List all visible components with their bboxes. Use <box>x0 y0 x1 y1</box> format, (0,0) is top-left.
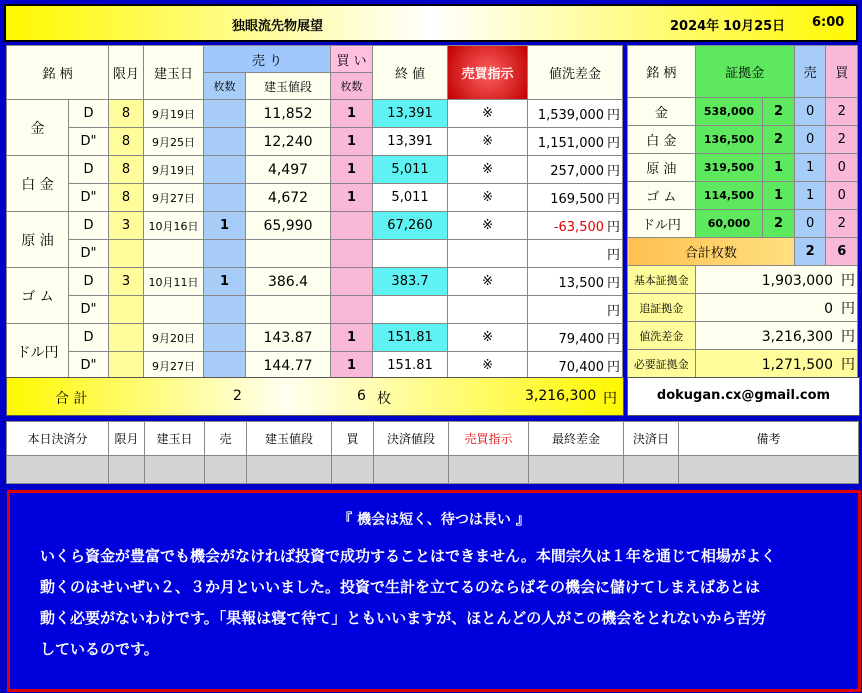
header-buy-count: 枚数 <box>331 73 373 100</box>
summary-body <box>628 266 858 378</box>
row-diff-value: 70,400 <box>558 360 605 375</box>
row-price: 12,240 <box>246 128 331 156</box>
summary-value: 1,271,500 <box>761 356 833 373</box>
header-brand: 銘 柄 <box>7 46 109 100</box>
margin-brand: ゴ ム <box>628 182 696 210</box>
row-month <box>109 296 144 324</box>
settlement-cell[interactable] <box>449 456 529 484</box>
margin-sell: 0 <box>794 210 826 238</box>
margin-table <box>627 45 858 378</box>
row-date: 9月19日 <box>144 156 204 184</box>
margin-header-brand: 銘 柄 <box>628 46 696 98</box>
row-price: 386.4 <box>246 268 331 296</box>
time-label: 6:00 <box>812 15 845 30</box>
row-price: 4,672 <box>246 184 331 212</box>
row-diff-value: 13,500 <box>558 276 605 291</box>
row-diff-yen: 円 <box>607 360 621 375</box>
row-instruction <box>448 296 528 324</box>
margin-qty: 2 <box>763 126 795 154</box>
settlement-cell[interactable] <box>332 456 374 484</box>
row-price: 4,497 <box>246 156 331 184</box>
row-date: 9月25日 <box>144 128 204 156</box>
settlement-col: 売 <box>205 422 247 456</box>
margin-header-buy: 買 <box>826 46 858 98</box>
row-month <box>109 324 144 352</box>
position-row <box>7 352 623 380</box>
margin-amount: 319,500 <box>695 154 763 182</box>
margin-row <box>628 182 858 210</box>
row-instruction: ※ <box>448 156 528 184</box>
row-type: D" <box>69 352 109 380</box>
row-diff <box>528 128 623 156</box>
margin-buy: 0 <box>826 182 858 210</box>
row-diff-value: 169,500 <box>550 192 605 207</box>
margin-buy: 2 <box>826 210 858 238</box>
header-open-date: 建玉日 <box>144 46 204 100</box>
settlement-cell[interactable] <box>247 456 332 484</box>
row-diff-yen: 円 <box>607 108 621 123</box>
settlement-cell[interactable] <box>205 456 247 484</box>
total-bar <box>6 377 624 416</box>
row-type: D <box>69 324 109 352</box>
row-diff-value: 1,539,000 <box>537 108 605 123</box>
settlement-row <box>7 456 859 484</box>
settlement-col: 最終差金 <box>529 422 624 456</box>
total-unit: 枚 <box>377 391 391 407</box>
row-buy: 1 <box>331 156 373 184</box>
margin-amount: 538,000 <box>695 98 763 126</box>
summary-row <box>628 322 858 350</box>
row-diff <box>528 100 623 128</box>
summary-yen: 円 <box>841 328 855 345</box>
margin-row <box>628 154 858 182</box>
row-close: 151.81 <box>373 324 448 352</box>
margin-header-sell: 売 <box>794 46 826 98</box>
row-sell <box>204 128 246 156</box>
row-sell: 1 <box>204 212 246 240</box>
page-title: 独眼流先物展望 <box>232 19 324 34</box>
margin-amount: 136,500 <box>695 126 763 154</box>
quote-title: 『 機会は短く、待つは長い 』 <box>338 512 530 528</box>
total-sell: 2 <box>233 388 242 404</box>
row-close: 67,260 <box>373 212 448 240</box>
summary-label: 追証拠金 <box>628 294 696 322</box>
row-month: 8 <box>109 128 144 156</box>
summary-value-cell <box>695 350 857 378</box>
row-date: 9月27日 <box>144 184 204 212</box>
total-amount: 3,216,300 <box>525 388 597 404</box>
row-buy: 1 <box>331 184 373 212</box>
row-brand: ドル円 <box>7 324 69 380</box>
row-type: D <box>69 100 109 128</box>
row-instruction: ※ <box>448 128 528 156</box>
row-brand: 白 金 <box>7 156 69 212</box>
settlement-col: 決済値段 <box>374 422 449 456</box>
margin-sell: 0 <box>794 98 826 126</box>
summary-value: 1,903,000 <box>761 272 833 289</box>
row-price <box>246 240 331 268</box>
row-buy: 1 <box>331 324 373 352</box>
contact-email[interactable]: dokugan.cx@gmail.com <box>627 377 860 416</box>
position-row <box>7 100 623 128</box>
row-instruction: ※ <box>448 100 528 128</box>
header-close: 終 値 <box>373 46 448 100</box>
count-label: 合計枚数 <box>628 238 795 266</box>
margin-header-margin: 証拠金 <box>695 46 794 98</box>
row-diff <box>528 296 623 324</box>
margin-buy: 2 <box>826 126 858 154</box>
row-close: 5,011 <box>373 156 448 184</box>
margin-buy: 2 <box>826 98 858 126</box>
row-type: D <box>69 156 109 184</box>
row-instruction: ※ <box>448 268 528 296</box>
margin-brand: 金 <box>628 98 696 126</box>
row-diff-value: 257,000 <box>550 164 605 179</box>
row-sell <box>204 240 246 268</box>
settlement-cell[interactable] <box>679 456 859 484</box>
row-type: D" <box>69 184 109 212</box>
row-instruction: ※ <box>448 324 528 352</box>
quote-box <box>7 490 861 692</box>
settlement-col: 売買指示 <box>449 422 529 456</box>
margin-sell: 0 <box>794 126 826 154</box>
row-date: 9月20日 <box>144 324 204 352</box>
margin-brand: ドル円 <box>628 210 696 238</box>
summary-yen: 円 <box>841 272 855 289</box>
position-row <box>7 156 623 184</box>
row-diff <box>528 184 623 212</box>
row-date: 10月11日 <box>144 268 204 296</box>
summary-label: 値洗差金 <box>628 322 696 350</box>
row-price: 11,852 <box>246 100 331 128</box>
title-bar <box>4 4 858 42</box>
row-buy <box>331 268 373 296</box>
settlement-cell[interactable] <box>7 456 109 484</box>
total-buy: 6 <box>357 388 366 404</box>
margin-qty: 2 <box>763 210 795 238</box>
margin-amount: 114,500 <box>695 182 763 210</box>
row-diff-yen: 円 <box>607 164 621 179</box>
row-diff <box>528 240 623 268</box>
settlement-cell[interactable] <box>624 456 679 484</box>
header-month: 限月 <box>109 46 144 100</box>
count-buy: 6 <box>826 238 858 266</box>
summary-value-cell <box>695 294 857 322</box>
row-brand: 金 <box>7 100 69 156</box>
row-close: 5,011 <box>373 184 448 212</box>
row-diff-value: -63,500 <box>553 220 605 235</box>
row-month <box>109 352 144 380</box>
settlement-cell[interactable] <box>374 456 449 484</box>
row-sell <box>204 324 246 352</box>
row-month: 8 <box>109 184 144 212</box>
row-diff-yen: 円 <box>607 304 621 319</box>
row-diff-value: 79,400 <box>558 332 605 347</box>
margin-brand: 白 金 <box>628 126 696 154</box>
row-date <box>144 296 204 324</box>
row-buy: 1 <box>331 128 373 156</box>
margin-row <box>628 98 858 126</box>
row-type: D" <box>69 128 109 156</box>
row-price: 143.87 <box>246 324 331 352</box>
row-instruction: ※ <box>448 212 528 240</box>
row-brand: ゴ ム <box>7 268 69 324</box>
row-sell <box>204 352 246 380</box>
row-price: 65,990 <box>246 212 331 240</box>
row-date: 9月19日 <box>144 100 204 128</box>
summary-label: 基本証拠金 <box>628 266 696 294</box>
position-row <box>7 268 623 296</box>
settlement-col: 建玉日 <box>145 422 205 456</box>
row-buy <box>331 212 373 240</box>
row-diff-yen: 円 <box>607 220 621 235</box>
row-month: 3 <box>109 268 144 296</box>
position-row <box>7 184 623 212</box>
margin-qty: 2 <box>763 98 795 126</box>
row-sell <box>204 296 246 324</box>
row-date: 9月27日 <box>144 352 204 380</box>
summary-value: 0 <box>824 300 833 317</box>
position-row <box>7 240 623 268</box>
margin-sell: 1 <box>794 154 826 182</box>
row-diff <box>528 156 623 184</box>
row-buy: 1 <box>331 100 373 128</box>
settlement-cell[interactable] <box>109 456 145 484</box>
header-instruction: 売買指示 <box>448 46 528 100</box>
position-row <box>7 128 623 156</box>
margin-qty: 1 <box>763 154 795 182</box>
row-close: 13,391 <box>373 128 448 156</box>
summary-value: 3,216,300 <box>761 328 833 345</box>
row-type: D <box>69 212 109 240</box>
summary-yen: 円 <box>841 356 855 373</box>
summary-yen: 円 <box>841 300 855 317</box>
row-price: 144.77 <box>246 352 331 380</box>
positions-body <box>7 100 623 380</box>
margin-qty: 1 <box>763 182 795 210</box>
margin-amount: 60,000 <box>695 210 763 238</box>
row-diff <box>528 268 623 296</box>
header-price: 建玉値段 <box>246 73 331 100</box>
row-sell <box>204 100 246 128</box>
settlement-col: 限月 <box>109 422 145 456</box>
row-diff-yen: 円 <box>607 192 621 207</box>
row-month: 8 <box>109 100 144 128</box>
row-type: D" <box>69 240 109 268</box>
settlement-col: 買 <box>332 422 374 456</box>
margin-brand: 原 油 <box>628 154 696 182</box>
row-diff <box>528 212 623 240</box>
row-diff-yen: 円 <box>607 276 621 291</box>
summary-row <box>628 294 858 322</box>
row-close: 13,391 <box>373 100 448 128</box>
settlement-col: 決済日 <box>624 422 679 456</box>
margin-buy: 0 <box>826 154 858 182</box>
row-diff <box>528 352 623 380</box>
count-sell: 2 <box>794 238 826 266</box>
row-brand: 原 油 <box>7 212 69 268</box>
position-row <box>7 212 623 240</box>
row-type: D" <box>69 296 109 324</box>
date-label: 10月25日 <box>723 19 786 34</box>
margin-row <box>628 126 858 154</box>
settlement-header <box>7 422 859 456</box>
row-diff-value: 1,151,000 <box>537 136 605 151</box>
row-instruction: ※ <box>448 352 528 380</box>
margin-sell: 1 <box>794 182 826 210</box>
year-label: 2024年 <box>670 19 720 34</box>
header-sell-count: 枚数 <box>204 73 246 100</box>
row-sell <box>204 184 246 212</box>
summary-row <box>628 350 858 378</box>
positions-table <box>6 45 623 380</box>
settlement-cell[interactable] <box>529 456 624 484</box>
settlement-col: 備考 <box>679 422 859 456</box>
settlement-table <box>6 421 859 484</box>
header-diff: 値洗差金 <box>528 46 623 100</box>
row-diff-yen: 円 <box>607 136 621 151</box>
row-date <box>144 240 204 268</box>
row-price <box>246 296 331 324</box>
summary-value-cell <box>695 322 857 350</box>
row-buy: 1 <box>331 352 373 380</box>
row-month: 3 <box>109 212 144 240</box>
settlement-cell[interactable] <box>145 456 205 484</box>
settlement-col: 建玉値段 <box>247 422 332 456</box>
row-instruction <box>448 240 528 268</box>
margin-row <box>628 210 858 238</box>
row-close: 383.7 <box>373 268 448 296</box>
row-diff <box>528 324 623 352</box>
row-sell: 1 <box>204 268 246 296</box>
row-buy <box>331 240 373 268</box>
row-instruction: ※ <box>448 184 528 212</box>
row-diff-yen: 円 <box>607 248 621 263</box>
position-row <box>7 324 623 352</box>
total-yen: 円 <box>603 391 617 407</box>
total-label: 合 計 <box>55 391 88 407</box>
summary-label: 必要証拠金 <box>628 350 696 378</box>
row-month: 8 <box>109 156 144 184</box>
summary-value-cell <box>695 266 857 294</box>
row-date: 10月16日 <box>144 212 204 240</box>
row-type: D <box>69 268 109 296</box>
quote-body: いくら資金が豊富でも機会がなければ投資で成功することはできません。本間宗久は１年を通じて相場がよく 動くのはせいぜい２、３か月といいました。投資で生計を立てるのならばその機会に儲けてしまえばあとは 動く必要がないわけです。「果報は寝て待て」ともいいますが、ほとんどの人がこの機会をとれないから苦労 しているのです。 <box>40 547 776 658</box>
row-close <box>373 240 448 268</box>
row-buy <box>331 296 373 324</box>
position-row <box>7 296 623 324</box>
summary-row <box>628 266 858 294</box>
header-sell: 売 り <box>204 46 331 73</box>
row-month <box>109 240 144 268</box>
margin-body <box>628 98 858 238</box>
settlement-col: 本日決済分 <box>7 422 109 456</box>
row-close <box>373 296 448 324</box>
header-buy: 買 い <box>331 46 373 73</box>
row-diff-yen: 円 <box>607 332 621 347</box>
row-close: 151.81 <box>373 352 448 380</box>
row-sell <box>204 156 246 184</box>
